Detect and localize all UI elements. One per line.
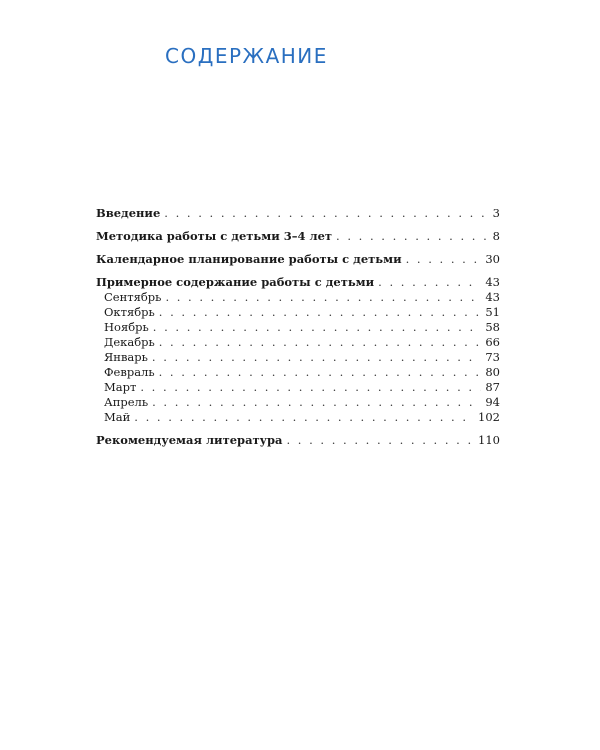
toc-entry-calendar[interactable] [96, 252, 500, 267]
toc-entry-intro[interactable] [96, 206, 500, 221]
toc-page-number: 66 [485, 335, 500, 349]
page-title: СОДЕРЖАНИЕ [165, 44, 328, 68]
toc-entry-month[interactable] [96, 305, 500, 320]
toc-page-number: 43 [485, 290, 500, 304]
toc-entry-label: Октябрь [104, 305, 155, 319]
toc-entry-month[interactable] [96, 350, 500, 365]
toc-page-number: 30 [485, 252, 500, 266]
toc-entry-label: Введение [96, 206, 161, 220]
dot-leader [134, 410, 474, 425]
toc-page-number: 51 [485, 305, 500, 319]
toc-page-number: 58 [485, 320, 500, 334]
toc-entry-label: Календарное планирование работы с детьми [96, 252, 402, 266]
toc-page-number: 87 [485, 380, 500, 394]
toc-page-number: 3 [492, 206, 500, 220]
toc-entry-month[interactable] [96, 380, 500, 395]
dot-leader [287, 433, 475, 448]
dot-leader [165, 290, 481, 305]
toc-entry-label: Апрель [104, 395, 149, 409]
toc-page-number: 80 [485, 365, 500, 379]
toc-entry-method[interactable] [96, 229, 500, 244]
toc-entry-label: Рекомендуемая литература [96, 433, 283, 447]
toc-page-number: 43 [485, 275, 500, 289]
toc-entry-month[interactable] [96, 365, 500, 380]
toc-entry-label: Примерное содержание работы с детьми [96, 275, 375, 289]
toc-page-number: 94 [485, 395, 500, 409]
dot-leader [164, 206, 488, 221]
toc-entry-month[interactable] [96, 395, 500, 410]
dot-leader [152, 350, 481, 365]
toc-entry-month[interactable] [96, 335, 500, 350]
dot-leader [152, 395, 481, 410]
toc-entry-month[interactable] [96, 320, 500, 335]
dot-leader [159, 305, 482, 320]
toc-page-number: 8 [492, 229, 500, 243]
toc-entry-label: Методика работы с детьми 3–4 лет [96, 229, 333, 243]
toc-entry-label: Декабрь [104, 335, 155, 349]
toc-entry-label: Май [104, 410, 131, 424]
toc-entry-label: Март [104, 380, 137, 394]
dot-leader [336, 229, 489, 244]
toc-page-number: 102 [478, 410, 500, 424]
toc-entry-literature[interactable] [96, 433, 500, 448]
dot-leader [153, 320, 482, 335]
toc-entry-content[interactable] [96, 275, 500, 290]
toc-entry-label: Ноябрь [104, 320, 149, 334]
table-of-contents [96, 206, 500, 448]
toc-page-number: 110 [478, 433, 500, 447]
toc-entry-label: Февраль [104, 365, 155, 379]
toc-entry-label: Сентябрь [104, 290, 162, 304]
toc-entry-month[interactable] [96, 290, 500, 305]
toc-entry-label: Январь [104, 350, 148, 364]
toc-page-number: 73 [485, 350, 500, 364]
dot-leader [140, 380, 481, 395]
dot-leader [406, 252, 482, 267]
dot-leader [378, 275, 481, 290]
dot-leader [159, 335, 482, 350]
toc-entry-month[interactable] [96, 410, 500, 425]
dot-leader [159, 365, 482, 380]
